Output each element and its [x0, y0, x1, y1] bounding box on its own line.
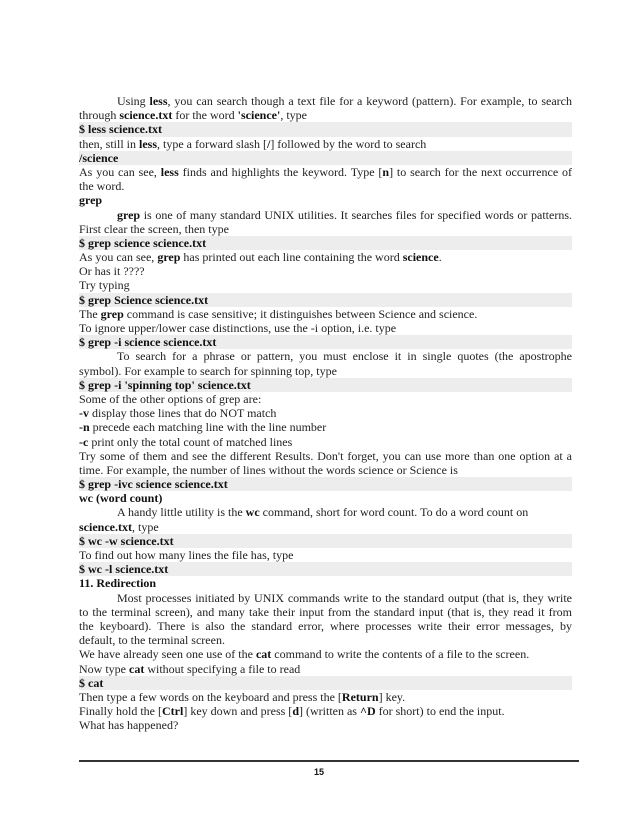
- text-line: [79, 208, 572, 222]
- text-run: finds and highlights the keyword. Type [: [178, 164, 383, 179]
- text-run: then, still in: [79, 136, 139, 151]
- bold-term: ^D: [359, 704, 376, 719]
- text-run: $ less science.txt: [79, 122, 162, 137]
- text-run: is one of many standard UNIX utilities. It searches files for specified words or patterns.: [140, 207, 572, 222]
- bold-term: science: [402, 250, 439, 265]
- text-run: through: [79, 108, 120, 123]
- text-run: $ grep -i science science.txt: [79, 335, 217, 350]
- text-run: default, to the terminal screen.: [79, 633, 225, 648]
- text-run: symbol). For example to search for spinning top, type: [79, 363, 337, 378]
- bold-term: /: [266, 136, 271, 151]
- text-run: Using: [117, 94, 150, 108]
- text-line: [79, 222, 572, 236]
- text-run: precede each matching line with the line number: [89, 420, 327, 435]
- text-run: without specifying a file to read: [144, 661, 301, 676]
- text-run: for the word: [172, 108, 238, 123]
- text-run: The: [79, 306, 101, 321]
- text-run: To find out how many lines the file has, type: [79, 548, 294, 562]
- section-heading: [79, 576, 572, 590]
- text-run: $ cat: [79, 675, 104, 690]
- text-line: [79, 406, 572, 420]
- text-run: .: [438, 250, 442, 265]
- text-line: [79, 548, 572, 562]
- text-line: [79, 278, 572, 292]
- text-run: , type: [131, 519, 159, 534]
- text-run: the keyboard). There is also the standard error, where processes write their error messages, by: [79, 618, 572, 633]
- text-line: [79, 704, 572, 718]
- bold-term: cat: [255, 647, 272, 662]
- bold-term: cat: [129, 661, 145, 676]
- text-run: Finally hold the [: [79, 704, 162, 719]
- bold-term: less: [149, 94, 168, 108]
- text-line: [79, 591, 572, 605]
- text-run: $ wc -l science.txt: [79, 562, 169, 577]
- text-line: [79, 364, 572, 378]
- text-line: [79, 449, 572, 463]
- text-run: command is case sensitive; it distinguishes between Science and science.: [123, 306, 478, 321]
- text-run: ] (written as: [299, 704, 360, 719]
- bold-term: 'science': [237, 108, 281, 123]
- text-run: A handy little utility is the: [117, 505, 246, 520]
- text-run: , type a forward slash [: [157, 136, 267, 151]
- command-line: [79, 534, 572, 548]
- bold-term: -n: [79, 420, 90, 435]
- text-line: [79, 520, 572, 534]
- text-run: to the terminal screen), and many take their input from the standard input (that is, they read it from: [79, 604, 572, 619]
- text-run: As you can see,: [79, 250, 158, 265]
- bold-term: Ctrl: [162, 704, 184, 719]
- bold-term: less: [160, 164, 179, 179]
- bold-term: grep: [117, 207, 141, 222]
- text-line: [79, 690, 572, 704]
- text-run: ] key down and press [: [183, 704, 293, 719]
- command-line: [79, 293, 572, 307]
- text-run: $ grep -ivc science science.txt: [79, 477, 228, 492]
- text-line: [79, 605, 572, 619]
- text-run: Or has it ????: [79, 264, 145, 279]
- bold-term: d: [292, 704, 299, 719]
- text-run: Most processes initiated by UNIX commands write to the standard output (that is, they write: [117, 590, 572, 605]
- text-line: [79, 647, 572, 661]
- text-line: [79, 165, 572, 179]
- section-heading: [79, 193, 572, 207]
- text-run: $ grep science science.txt: [79, 235, 207, 250]
- text-line: [79, 420, 572, 434]
- text-run: $ grep -i 'spinning top' science.txt: [79, 377, 251, 392]
- text-run: ] to search for the next occurrence of: [389, 164, 572, 179]
- text-run: command to write the contents of a file to the screen.: [271, 647, 530, 662]
- text-run: /science: [79, 150, 119, 165]
- command-line: [79, 151, 572, 165]
- text-line: [79, 250, 572, 264]
- text-run: Try typing: [79, 278, 130, 293]
- text-line: [79, 349, 572, 363]
- text-run: the word.: [79, 179, 125, 194]
- text-run: command, short for word count. To do a word count on: [259, 505, 529, 520]
- text-run: , you can search though a text file for a keyword (pattern). For example, to search: [167, 94, 572, 108]
- text-run: grep: [79, 193, 103, 208]
- command-line: [79, 335, 572, 349]
- command-line: [79, 378, 572, 392]
- bold-term: science.txt: [79, 519, 132, 534]
- text-run: We have already seen one use of the: [79, 647, 256, 662]
- text-run: $ wc -w science.txt: [79, 533, 174, 548]
- text-run: Try some of them and see the different Results. Don't forget, you can use more than one option at a: [79, 448, 572, 463]
- command-line: [79, 236, 572, 250]
- text-run: ] key.: [378, 689, 406, 704]
- text-line: [79, 662, 572, 676]
- command-line: [79, 676, 572, 690]
- text-run: for short) to end the input.: [375, 704, 505, 719]
- text-line: [79, 94, 572, 108]
- text-line: [79, 435, 572, 449]
- text-line: [79, 108, 572, 122]
- bold-term: -v: [79, 406, 89, 421]
- bold-term: Return: [341, 689, 379, 704]
- text-run: display those lines that do NOT match: [89, 406, 277, 421]
- document-body: [79, 94, 572, 732]
- command-line: [79, 477, 572, 491]
- text-run: Then type a few words on the keyboard and press the [: [79, 689, 342, 704]
- text-run: What has happened?: [79, 718, 179, 733]
- text-line: [79, 321, 572, 335]
- text-run: Some of the other options of grep are:: [79, 391, 262, 406]
- bold-term: wc: [245, 505, 260, 520]
- bold-term: -c: [79, 434, 89, 449]
- text-line: [79, 137, 572, 151]
- text-line: [79, 307, 572, 321]
- text-run: Now type: [79, 661, 129, 676]
- text-line: [79, 619, 572, 633]
- footer-rule: [79, 760, 579, 762]
- bold-term: grep: [157, 250, 181, 265]
- command-line: [79, 562, 572, 576]
- text-run: wc (word count): [79, 491, 163, 506]
- text-line: [79, 505, 572, 519]
- text-run: has printed out each line containing the word: [180, 250, 403, 265]
- bold-term: n: [382, 164, 390, 179]
- text-run: time. For example, the number of lines without the words science or Science is: [79, 462, 458, 477]
- text-run: First clear the screen, then type: [79, 221, 229, 236]
- bold-term: grep: [100, 306, 124, 321]
- bold-term: less: [139, 136, 157, 151]
- text-run: ] followed by the word to search: [270, 136, 427, 151]
- text-run: 11. Redirection: [79, 576, 157, 591]
- text-run: $ grep Science science.txt: [79, 292, 209, 307]
- bold-term: science.txt: [119, 108, 173, 123]
- text-run: To ignore upper/lower case distinctions, use the -i option, i.e. type: [79, 321, 397, 335]
- text-run: print only the total count of matched lines: [88, 434, 293, 449]
- page-number: 15: [313, 767, 324, 777]
- text-line: [79, 718, 572, 732]
- text-line: [79, 392, 572, 406]
- text-run: , type: [280, 108, 307, 123]
- command-line: [79, 122, 572, 136]
- text-line: [79, 179, 572, 193]
- text-line: [79, 633, 572, 647]
- text-run: To search for a phrase or pattern, you must enclose it in single quotes (the apostrophe: [117, 349, 572, 364]
- section-heading: [79, 491, 572, 505]
- text-line: [79, 463, 572, 477]
- text-run: As you can see,: [79, 164, 161, 179]
- text-line: [79, 264, 572, 278]
